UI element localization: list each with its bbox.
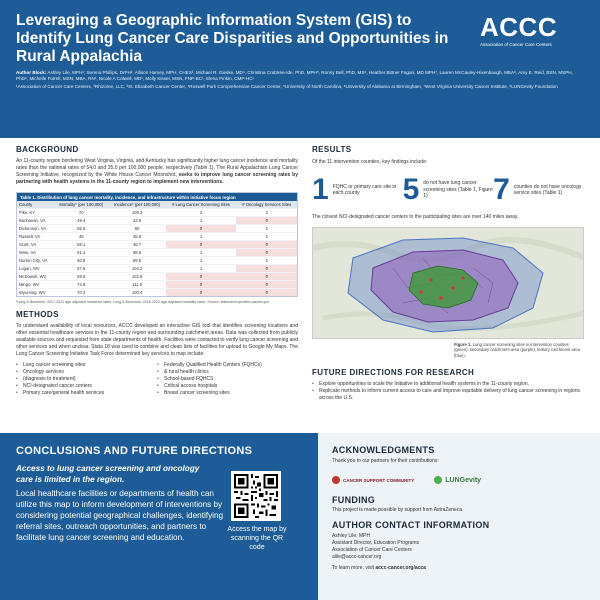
conclusions-heading: CONCLUSIONS AND FUTURE DIRECTIONS <box>16 445 253 457</box>
table-header-row <box>17 201 297 209</box>
table-row <box>17 233 297 241</box>
table-cell: 70 <box>54 209 109 217</box>
future-directions-research <box>312 368 584 402</box>
table-cell: 1 <box>166 217 237 225</box>
background-text-bold: seeks to improve lung cancer screening rates by partnering with health systems in the 11-county region to implement new interventions. <box>16 172 298 185</box>
table-row <box>17 265 297 273</box>
data-table <box>17 201 297 296</box>
contact-org: Association of Cancer Care Centers <box>332 547 412 553</box>
table-cell: 50 <box>109 225 166 233</box>
list-item-continued: • & rural health clinics <box>157 369 298 376</box>
table-cell: 58.1 <box>54 241 109 249</box>
finding-1 <box>312 172 403 208</box>
table-row <box>17 217 297 225</box>
finding-number: 5 <box>402 173 420 206</box>
service-list-b <box>157 362 298 397</box>
figure-caption <box>454 342 584 358</box>
table-row <box>17 225 297 233</box>
table-cell: 1 <box>166 233 237 241</box>
table-cell: 59.8 <box>54 273 109 281</box>
table-cell: 2 <box>236 209 297 217</box>
acknowledgments-heading: ACKNOWLEDGMENTS <box>332 445 435 455</box>
table-cell: McDowell, WV <box>17 273 54 281</box>
background-text <box>16 158 298 186</box>
table-cell: Pike, KY <box>17 209 54 217</box>
accc-logo <box>480 14 590 47</box>
finding-number: 1 <box>312 173 329 206</box>
list-item: • NCI-designated cancer centers <box>16 383 157 390</box>
table-cell: 42.9 <box>109 217 166 225</box>
finding-text: counties do not have oncology service sites (Table 1) <box>513 183 582 196</box>
contact-heading: AUTHOR CONTACT INFORMATION <box>332 520 490 530</box>
future-list <box>312 381 584 402</box>
table-cell: 104.2 <box>109 265 166 273</box>
poster-title: Leveraging a Geographic Information System (GIS) to Identify Lung Cancer Care Disparities and Opportunities in Rural Appalachia <box>16 12 449 65</box>
col-header-screening-sites: # Lung Cancer Screening Sites <box>166 201 237 209</box>
service-list-a <box>16 362 157 397</box>
table-cell: 0 <box>166 241 237 249</box>
csc-logo-icon <box>332 476 340 484</box>
figure-label: Figure 1. <box>454 342 472 347</box>
table-cell: 0 <box>236 265 297 273</box>
table-cell: 0 <box>166 225 237 233</box>
table-cell: Norton City, VA <box>17 257 54 265</box>
table-row <box>17 273 297 281</box>
table-cell: 1 <box>166 265 237 273</box>
qr-code[interactable] <box>231 471 281 521</box>
finding-2 <box>403 172 494 208</box>
table-cell: Dickenson, VA <box>17 225 54 233</box>
table-cell: Russell, VA <box>17 233 54 241</box>
cancer-support-community-logo <box>332 476 414 484</box>
figure-caption-text: Lung cancer screening sites in intervention counties (green), secondary catchment area (purple), tertiary catchment area (blue). <box>454 342 580 358</box>
list-item: • Oncology services <box>16 369 157 376</box>
learn-more-prefix: To learn more, visit <box>332 565 376 571</box>
key-findings <box>312 172 584 208</box>
finding-3 <box>493 172 584 208</box>
table-cell: 109.3 <box>109 209 166 217</box>
conclusions-key-message: Access to lung cancer screening and oncology care is limited in the region. <box>16 464 200 484</box>
col-header-mortality: Mortality* (per 100,000) <box>54 201 109 209</box>
methods-text: To understand availability of local resources, ACCC developed an interactive GIS tool that identifies screening locations and other essential healthcare services in the 11-county region and surrounding catchment areas. Data was collected from publicly available sources and requested from state departments of health. Facilities were contacted to verify lung cancer screening and other services and when unclear. Stata 18 was used to combine and clean lists of facilities for upload to Google My Maps. The Lung Cancer Screening Initiative Task Force determined key services to map include: <box>16 323 298 357</box>
contact-name: Ashley Lile, MPH <box>332 533 371 539</box>
closest-center-text: The closest NCI-designated cancer centers to the participating sites are over 140 miles away. <box>312 214 519 220</box>
table-1 <box>16 192 298 297</box>
logo-text: ACCC <box>480 12 558 42</box>
table-cell: 46.7 <box>109 241 166 249</box>
lungevity-logo <box>434 476 481 484</box>
table-caption: Table 1. Distribution of lung cancer mortality, incidence, and infrastructure within initiative focus region <box>17 193 297 201</box>
table-cell: Scott, VA <box>17 241 54 249</box>
table-cell: 0 <box>236 241 297 249</box>
qr-code-icon <box>234 474 278 518</box>
table-cell: 68.6 <box>109 249 166 257</box>
contact-title: Assistant Director, Education Programs <box>332 540 419 546</box>
finding-text: FQHC or primary care site in each county <box>332 183 397 196</box>
results-section <box>312 145 584 402</box>
background-section <box>16 145 298 304</box>
results-heading: RESULTS <box>312 145 352 154</box>
table-cell: 1 <box>166 249 237 257</box>
list-item: • Critical access hospitals <box>157 383 298 390</box>
partner-logos <box>332 471 592 489</box>
table-cell: 89.5 <box>109 257 166 265</box>
table-cell: 102.8 <box>109 273 166 281</box>
table-row <box>17 249 297 257</box>
table-row <box>17 209 297 217</box>
catchment-map <box>312 227 584 339</box>
table-cell: Logan, WV <box>17 265 54 273</box>
table-cell: 2 <box>166 209 237 217</box>
list-item: • Replicate methods to inform current access to care and improve equitable delivery of lung cancer screening in regions across the U.S. <box>312 388 584 402</box>
table-cell: 100.4 <box>109 289 166 297</box>
table-cell: 111.5 <box>109 281 166 289</box>
table-cell: 0 <box>236 289 297 297</box>
table-cell: 1 <box>166 257 237 265</box>
table-cell: 1 <box>236 257 297 265</box>
list-item: • School-based FQHCS <box>157 376 298 383</box>
funding-heading: FUNDING <box>332 495 376 505</box>
table-cell: Wyoming, WV <box>17 289 54 297</box>
author-block <box>16 70 586 91</box>
table-cell: 45.8 <box>109 233 166 241</box>
authors-label: Author Block: <box>16 70 47 75</box>
table-row <box>17 289 297 297</box>
table-cell: 0 <box>236 273 297 281</box>
table-cell: 0 <box>166 273 237 281</box>
table-row <box>17 241 297 249</box>
lungevity-logo-icon <box>434 476 442 484</box>
partner-name: CANCER SUPPORT COMMUNITY <box>343 477 415 483</box>
learn-more <box>332 565 592 572</box>
partner-name: LUNGevity <box>445 476 482 484</box>
list-item-continued: • (diagnosis to treatment) <box>16 376 157 383</box>
list-item: • Breast cancer screening sites <box>157 390 298 397</box>
funding-text: This project is made possible by support from AstraZeneca. <box>332 507 464 513</box>
table-row <box>17 281 297 289</box>
authors-list: Ashley Lile, MPH¹; Serena Phillips, DrPH², Allison Harvey, MPH, CHES³, Michael R. Gieske, MD⁴, Christina Crabtree-Ide, PhD, MPH⁵, Ronny Bell, PhD, MS⁶, Heather Bittner Fagan, MD MPH⁷, Lauren McCauley-Hixenbaugh, MBA⁸, Amy E. Reid, BSN, MSPH, PhD⁹, Michelle Futrell, MSN, MBA, RN¹, Nicole A Colwell, MD¹, Molly Kissel, MSN, FNP-BC¹, Elena Pinkin, CMP-HC¹ <box>16 70 573 82</box>
col-header-incidence: Incidence* (per 100,000) <box>109 201 166 209</box>
table-cell: 0 <box>236 217 297 225</box>
acknowledgments-panel <box>318 433 600 600</box>
table-cell: 57.6 <box>54 265 109 273</box>
list-item: • Lung cancer screening sites <box>16 362 157 369</box>
affiliations: ¹Association of Cancer Care Centers, ²Rhizome, LLC, ³St. Elizabeth Cancer Center, ⁴Roswell Park Comprehensive Cancer Center, ⁵University of North Carolina, ⁶University of Alabama at Birmingham, ⁷West Virginia University Cancer Institute, ⁸LUNGevity Foundation <box>16 84 558 90</box>
table-cell: 61.4 <box>54 249 109 257</box>
conclusions-panel <box>0 433 318 600</box>
table-cell: 60.8 <box>54 257 109 265</box>
table-note: *Lung & Bronchus, 2017-2021 age-adjusted incidence rates, Lung & Bronchus, 2018-2022 age-adjusted mortality rates. Source: statecancerprofiles.cancer.gov <box>16 300 270 304</box>
list-item: • Primary care/general health services <box>16 390 157 397</box>
background-text-a: An 11-county region bordering West Virginia, Virginia, and Kentucky has significantly higher lung cancer incidence and mortality rates than the national rates of 54.0 and 35.0 per 100,000 people, respectively (Table 1). The Rural Appalachian Lung Cancer Screening Initiative, recognized by the White House Cancer Moonshot, <box>16 158 298 178</box>
col-header-county: County <box>17 201 54 209</box>
table-cell: 0 <box>166 289 237 297</box>
results-intro: Of the 11 intervention counties, key findings include: <box>312 159 428 165</box>
map-graphic <box>313 228 584 339</box>
finding-text: do not have lung cancer screening sites (Table 1, Figure 1) <box>423 180 493 200</box>
table-cell: Mingo, WV <box>17 281 54 289</box>
qr-caption: Access the map by scanning the QR code <box>227 526 287 551</box>
methods-section <box>16 310 298 397</box>
finding-number: 7 <box>493 173 510 206</box>
table-cell: 0 <box>166 281 237 289</box>
list-item: • Explore opportunities to scale the Initiative to additional health systems in the 11-county region. <box>312 381 584 388</box>
logo-subtitle: Association of Cancer Care Centers <box>480 42 552 47</box>
poster-header <box>0 0 600 138</box>
table-cell: 49.4 <box>54 217 109 225</box>
conclusions-body: Local healthcare facilities or departments of health can utilize this map to inform development of interventions by considering potential geographical challenges, identifying referral sites, outreach opportunities, and partners to facilitate lung cancer screening and education. <box>16 489 224 542</box>
learn-more-link[interactable]: accc-cancer.org/acca <box>375 565 426 571</box>
contact-email[interactable]: alile@accc-cancer.org <box>332 554 382 560</box>
table-cell: 45 <box>54 233 109 241</box>
col-header-oncology-sites: # Oncology Services Sites <box>236 201 297 209</box>
table-cell: 74.8 <box>54 281 109 289</box>
table-cell: Buchanan, VA <box>17 217 54 225</box>
table-cell: 55.9 <box>54 225 109 233</box>
table-cell: 0 <box>236 281 297 289</box>
background-heading: BACKGROUND <box>16 145 79 154</box>
table-cell: 1 <box>236 233 297 241</box>
table-cell: 70.3 <box>54 289 109 297</box>
table-cell: 1 <box>236 225 297 233</box>
future-heading: FUTURE DIRECTIONS FOR RESEARCH <box>312 368 475 378</box>
table-cell: 0 <box>236 249 297 257</box>
methods-heading: METHODS <box>16 310 59 319</box>
list-item: • Federally Qualified Health Centers (FQHCs) <box>157 362 298 369</box>
table-row <box>17 257 297 265</box>
table-cell: Wise, VA <box>17 249 54 257</box>
acknowledgments-text: Thank you to our partners for their contributions: <box>332 458 439 464</box>
methods-service-list <box>16 362 298 397</box>
